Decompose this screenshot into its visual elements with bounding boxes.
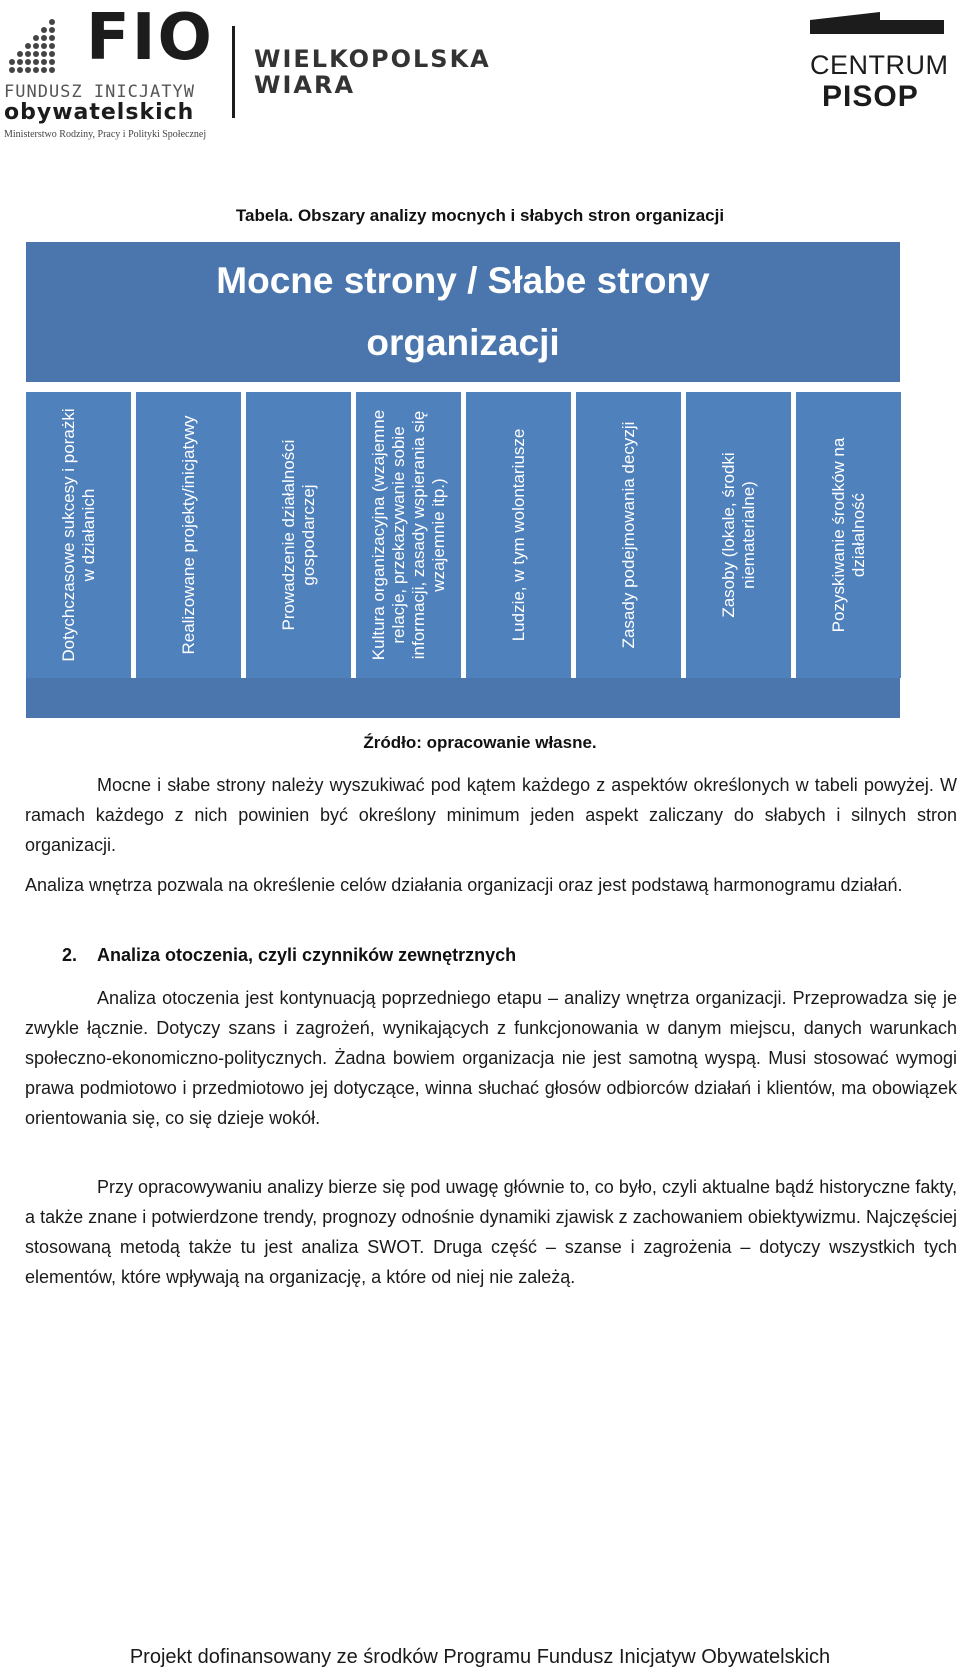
pisop-line2: PISOP [822, 80, 919, 113]
diagram-column-label: Ludzie, w tym wolontariusze [508, 428, 528, 642]
diagram-column-4 [356, 392, 461, 678]
diagram-column-8 [796, 392, 901, 678]
diagram-column-label: Prowadzenie działalności gospodarczej [278, 439, 318, 631]
diagram-title: Mocne strony / Słabe strony organizacji [26, 242, 900, 382]
diagram-footer-bar [26, 682, 900, 718]
paragraph-3: Analiza otoczenia jest kontynuacją poprzedniego etapu – analizy wnętrza organizacji. Przeprowadza się je zwykle łącznie. Dotyczy szans i zagrożeń, wynikających z funkcjonowania w danym miejscu, danych warunkach społeczno-ekonomiczno-politycznych. Żadna bowiem organizacja nie jest samotną wyspą. Musi stosować wymogi prawa podmiotowo i przedmiotowo jej dotyczące, winna słuchać głosów odbiorców działań i klientów, ma obowiązek orientowania się, co się dzieje wokół. [25, 988, 957, 1128]
logo-divider [232, 26, 235, 118]
paragraph-2: Analiza wnętrza pozwala na określenie celów działania organizacji oraz jest podstawą harmonogramu działań. [25, 875, 903, 895]
fio-mark: FIO [86, 1, 214, 75]
table-caption: Tabela. Obszary analizy mocnych i słabych stron organizacji [235, 206, 725, 225]
section-title: Analiza otoczenia, czyli czynników zewnętrznych [97, 945, 517, 965]
section-number: 2. [62, 945, 78, 965]
diagram-column-label: Pozyskiwanie środków na działalność [828, 437, 868, 633]
paragraph-1: Mocne i słabe strony należy wyszukiwać pod kątem każdego z aspektów określonych w tabeli powyżej. W ramach każdego z nich powinien być określony minimum jeden aspekt zaliczany do słabych i silnych stron organizacji. [25, 775, 957, 855]
diagram-gap [26, 382, 900, 392]
diagram-column-label: Zasoby (lokale, środki niematerialne) [718, 452, 758, 618]
diagram-column-label: Dotychczasowe sukcesy i porażki w działanich [58, 408, 98, 662]
diagram-column-6 [576, 392, 681, 678]
fio-ministry: Ministerstwo Rodziny, Pracy i Polityki Społecznej [4, 129, 207, 140]
page-header [0, 0, 960, 150]
diagram-column-label: Realizowane projekty/inicjatywy [178, 415, 198, 655]
diagram-column-7 [686, 392, 791, 678]
strengths-weaknesses-diagram [26, 242, 900, 718]
pisop-bar-icon [810, 10, 944, 40]
source-note: Źródło: opracowanie własne. [363, 733, 597, 752]
diagram-column-label: Zasady podejmowania decyzji [618, 421, 638, 649]
diagram-column-3 [246, 392, 351, 678]
fio-dots-icon [4, 18, 58, 84]
fio-line2: obywatelskich [4, 100, 195, 125]
paragraph-4: Przy opracowywaniu analizy bierze się pod uwagę głównie to, co było, czyli aktualne bądź historyczne fakty, a także znane i potwierdzone trendy, prognozy odnośnie dynamiki zjawisk z zachowaniem obiektywizmu. Najczęściej stosowaną metodą także tu jest analiza SWOT. Druga część – szanse i zagrożenia – dotyczy wszystkich tych elementów, które wpływają na organizację, a które od niej nie zależą. [25, 1177, 957, 1287]
pisop-line1: CENTRUM [810, 50, 949, 80]
fio-region: WIELKOPOLSKA WIARA [254, 45, 491, 100]
fio-line1: FUNDUSZ INICJATYW [4, 82, 195, 102]
section-heading [62, 940, 516, 970]
diagram-column-5 [466, 392, 571, 678]
diagram-column-1 [26, 392, 131, 678]
fio-logo [4, 1, 491, 144]
diagram-columns [26, 392, 900, 678]
diagram-column-2 [136, 392, 241, 678]
pisop-logo [800, 10, 950, 120]
page-footer: Projekt dofinansowany ze środków Programu Fundusz Inicjatyw Obywatelskich [129, 1646, 831, 1668]
diagram-column-label: Kultura organizacyjna (wzajemne relacje, przekazywanie sobie informacji, zasady wspierania się wzajemnie itp.) [368, 409, 448, 661]
